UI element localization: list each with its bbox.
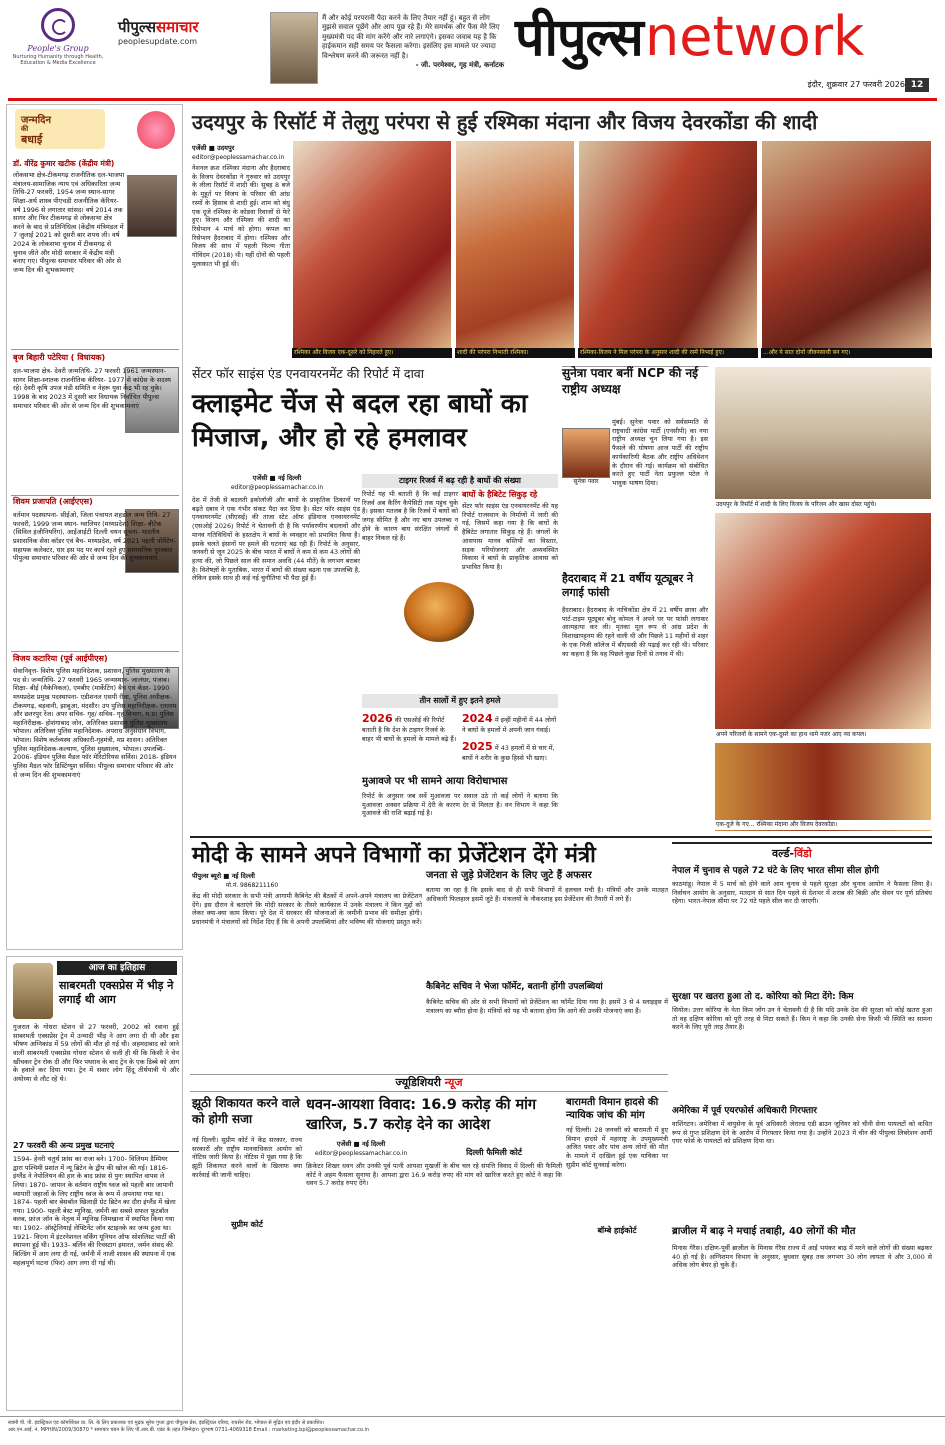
wedding-photo-2 — [455, 140, 575, 358]
compensation-text: रिपोर्ट के अनुसार जब सर्वे मुआवजा पर सवाल उठे तो कई लोगों ने बताया कि मुआवजा अक्सर प्रक्रिया में देरी के कारण देर से मिलता है। वन विभाग ने कहा कि मुआवजे की राशि बढ़ाई गई है। — [362, 792, 558, 818]
modi-sub1-text: बताया जा रहा है कि इसके बाद से ही सभी विभागों में हलचल मची है। मंत्रियों और उनके मातहत अधिकारी फिलहाल इसमें जुटे हैं। मंत्रालयों के नौकरशाह इस प्रेजेंटेशन की तैयारी में लगे हैं। — [426, 886, 668, 903]
imprint-line2: आर.एन.आई. नं. MPHIN/2009/30870 * समाचार चयन के लिए पी.आर.बी. एक्ट के तहत जिम्मेदार। दूरभाष 0731-4069318 Email : marketing.bpl@peoplessamachar.co.in — [8, 1427, 370, 1433]
habitat-text-cont — [476, 582, 558, 638]
judiciary-label — [190, 1074, 668, 1092]
person1-photo — [127, 175, 177, 237]
jud-t1-cont — [192, 1232, 302, 1408]
world-rule — [672, 842, 932, 844]
bday-line2: की — [21, 125, 29, 133]
youtuber-body: हैदराबाद। हैदराबाद के नाचिकोंडा क्षेत्र में 21 वर्षीय छात्रा और पार्ट-टाइम यूट्यूबर बोनु कोमल ने अपने घर पर फांसी लगाकर आत्महत्या कर ली। मृतका मूल रूप से आंध्र प्रदेश के विशाखापट्टनम की रहने वाली थी और पिछले 11 महीनों से शहर के एक निजी कॉलेज में बीएससी की पढ़ाई कर रही थी। परिवार का कहना है कि वह पिछले कुछ दिनों से तनाव में थी। — [562, 606, 708, 658]
person1-name: डॉ. वीरेंद्र कुमार खटीक (केंद्रीय मंत्री) — [13, 159, 115, 168]
climate-body: देश में तेजी से बदलती इकोलॉजी और बाघों के प्राकृतिक ठिकानों पर बढ़ते दबाव ने एक गंभीर संकट पैदा कर दिया है। सेंटर फॉर साइंस एंड एनवायरनमेंट (सीएसई) की ताजा स्टेट ऑफ इंडियाज एनवायरनमेंट (एसओई 2026) रिपोर्ट ने चेतावनी दी है कि पर्यावरणीय बदलावों और मानव गतिविधियों के हस्तक्षेप ने बाघों के व्यवहार को प्रभावित किया है। इसके चलते इंसानों पर हमले की घटनाएं बढ़ रही हैं। रिपोर्ट के अनुसार, जनवरी से जून 2025 के बीच भारत में बाघों ने कम से कम 43 लोगों की हत्या की, जो पिछले साल की समान अवधि (44 मौतें) के लगभग बराबर है। विशेषज्ञों के मुताबिक, भारत में बाघों की संख्या बढ़ना एक उपलब्धि है, लेकिन इसके साथ ही कई नई चुनौतियां भी पैदा हुई हैं। — [192, 496, 360, 583]
jud-h3: बारामती विमान हादसे की न्यायिक जांच की मांग — [566, 1097, 659, 1121]
person1-text: लोकसभा क्षेत्र-टीकमगढ़ राजनीतिक दल-भाजपा मंत्रालय-सामाजिक न्याय एवं अधिकारिता जन्म तिथि-27 फरवरी, 1954 जन्म स्थान-सागर शिक्षा-अर्थ शास्त्र पीएचडी राजनीतिक कॅरियर- वर्ष 1996 से लगातार सांसद। वर्ष 2014 तक सागर और फिर टीकमगढ़ से लोकसभा क्षेत्र करने के बाद से प्रतिनिधित्व (केंद्रीय मंत्रिमंडल में 7 जुलाई 2021 को दूसरी बार शपथ ली। वर्ष 2024 के लोकसभा चुनाव में टीकमगढ़ से चुनाव जीते और मोदी सरकार में केंद्रीय मंत्री बनाए गए। पीपुल्स समाचार परिवार की ओर से जन्म दिन की शुभकामनाएं — [13, 171, 125, 275]
wedding-caption-3: रश्मिका-विजय ने मिल परंपरा के अनुसार शादी की रस्में निभाई हुए। — [578, 348, 758, 358]
attack-2024-year: 2024 — [462, 712, 493, 725]
wedding-photo-1 — [292, 140, 452, 358]
jud-t2: क्रिकेटर शिखर धवन और उनकी पूर्व पत्नी आयशा मुखर्जी के बीच चल रहे संपत्ति विवाद में दिल्ली की फैमिली कोर्ट ने अहम फैसला सुनाया है। आयशा द्वारा 16.9 करोड़ रुपए की मांग को खारिज करते हुए कोर्ट ने कहा कि धवन 5.7 करोड़ रुपए देंगे। — [306, 1162, 562, 1188]
divider — [11, 651, 179, 652]
world-t1: काठमांडू। नेपाल में 5 मार्च को होने वाले आम चुनाव से पहले सुरक्षा और चुनाव आयोग ने फैसला लिया है। निर्वाचन आयोग के अनुसार, मतदान से सात दिन पहले से देशभर में शराब की बिक्री और सेवन पर पूर्ण प्रतिबंध रहेगा। भारत-नेपाल सीमा पर 72 घंटे पहले सील कर दी जाएगी। — [672, 880, 932, 906]
header-rule — [8, 98, 937, 101]
group-name: People's Group — [27, 44, 89, 53]
modi-sub2: कैबिनेट सचिव ने भेजा फॉर्मेट, बतानी होंगी उपलब्धियां — [426, 982, 603, 992]
bday-line1: जन्मदिन — [21, 115, 52, 126]
person4-name: विजय कटारिया (पूर्व आईपीएस) — [13, 654, 108, 663]
world-label-b: विंडो — [794, 847, 812, 860]
brand-hindi: पीपुल्स — [515, 8, 643, 68]
attack-2025-year: 2025 — [462, 740, 493, 753]
jud-t1: नई दिल्ली। सुप्रीम कोर्ट ने केंद्र सरकार, राज्य सरकारों और राष्ट्रीय मानवाधिकार आयोग को नोटिस जारी किया है। नोटिस में पूछा गया है कि झूठी शिकायत करने वालों के खिलाफ क्या कार्रवाई की जानी चाहिए। — [192, 1136, 302, 1179]
quote-author-photo — [270, 12, 318, 84]
attack-2026-text: की एसओई की रिपोर्ट बताती है कि देश के टाइगर रिजर्व के बाहर भी बाघों के हमलों के मामले बढ़े हैं। — [362, 716, 457, 743]
group-logo-icon — [41, 8, 75, 42]
youtuber-headline: हैदराबाद में 21 वर्षीय यूट्यूबर ने लगाई फांसी — [562, 572, 694, 600]
dateline: इंदौर, शुक्रवार 27 फरवरी 2026 — [807, 80, 905, 89]
world-t4: मिनास गेरैस। दक्षिण-पूर्वी ब्राजील के मिनास गेरैस राज्य में आई भयंकर बाढ़ में मरने वाले लोगों की संख्या बढ़कर 40 हो गई है। अग्निशमन विभाग के अनुसार, बुधवार सुबह तक लगभग 30 लोग लापता थे और 3,000 से अधिक लोग बेघर हो चुके हैं। — [672, 1244, 932, 1270]
attack-2024 — [462, 712, 558, 738]
judiciary-label-b: न्यूज — [444, 1076, 463, 1089]
compensation-title: मुआवजे पर भी सामने आया विरोधाभास — [362, 776, 508, 787]
jud-t3-cont — [566, 1238, 668, 1408]
flower-icon — [137, 111, 175, 149]
birthday-heading — [15, 109, 105, 149]
world-t2: सियोल। उत्तर कोरिया के नेता किम जोंग उन ने चेतावनी दी है कि यदि उनके देश की सुरक्षा को कोई खतरा हुआ तो वह दक्षिण कोरिया को पूरी तरह से मिटा सकते हैं। किम ने कहा कि उनकी सेना किसी भी स्थिति का सामना करने के लिए पूरी तरह तैयार है। — [672, 1006, 932, 1032]
jud-byline2: एजेंसी ■ नई दिल्ली — [336, 1140, 386, 1148]
wedding-caption-4: ...और ये सात दोनों जीवनसाथी बन गए। — [761, 348, 932, 358]
tiger-image — [404, 582, 474, 642]
judiciary-label-a: ज्यूडिशियरी — [395, 1076, 445, 1089]
modi-sub1: जनता से जुड़े प्रेजेंटेशन के लिए जुटे हैं अफसर — [426, 870, 592, 881]
birthday-column — [6, 104, 183, 950]
wedding-hands-photo — [714, 742, 932, 832]
world-h4: ब्राजील में बाढ़ ने मचाई तबाही, 40 लोगों की मौत — [672, 1226, 856, 1237]
wedding-email: editor@peoplessamachar.co.in — [192, 154, 285, 161]
habitat-text: सेंटर फॉर साइंस एंड एनवायरनमेंट की यह रिपोर्ट राजस्थान के निर्माणों में जारी की गई, जिसमें कहा गया है कि बाघों के हैबिटेट लगातार सिकुड़ रहे हैं। जंगलों के आसपास मानव बस्तियों का विस्तार, सड़क परियोजनाएं और अव्यवस्थित विकास ने बाघों के प्राकृतिक आवास को प्रभावित किया है। — [462, 502, 558, 571]
quote-text — [322, 14, 504, 71]
history-label: आज का इतिहास — [57, 961, 177, 975]
quote-body: मैं और कोई परपरानी पैदा करने के लिए तैयार नहीं हूं। बहुत से लोग मुझसे सवाल पूछेंगे और आप पूछ रहे हैं। मेरे समर्थक और फैंस मेरे लिए मुख्यमंत्री पद की मांग करेंगे और नारे लगाएंगे। इसका जवाब यह है कि हाईकमान सही समय पर फैसला करेगा। इसलिए इस मामले पर ज्यादा विश्लेषण करने की जरूरत नहीं है। — [322, 14, 500, 60]
paper-url[interactable]: peoplesupdate.com — [118, 36, 198, 46]
modi-body: केंद्र की मोदी सरकार के सभी मंत्री आगामी कैबिनेट की बैठकों में अपने-अपने मंत्रालय का प्रेजेंटेशन देंगे। इस दौरान वे बताएंगे कि मोदी सरकार के तीसरे कार्यकाल में उनके मंत्रालय ने किन मुद्दों को लेकर क्या-क्या काम किया। पूरे देश में सरकार की योजनाओं के जमीनी प्रभाव की समीक्षा होगी। प्रधानमंत्री ने मंत्रालयों को निर्देश दिए हैं कि वे अपनी उपलब्धियां और भविष्य की योजनाएं प्रस्तुत करें। — [192, 892, 422, 927]
world-h1: नेपाल में चुनाव से पहले 72 घंटे के लिए भारत सीमा सील होगी — [672, 866, 879, 876]
wedding-body: नेशनल क्रश रश्मिका मंदाना और हैदराबाद के विजय देवरकोंडा ने गुरुवार को उदयपुर के लीला रिसॉर्ट में शादी की। सुबह 8 बजे के मुहूर्त पर विजय के परिवार की आंध्र रस्मों के हिसाब से शादी हुई। शाम को बंधु एक दूजे रश्मिका के कोडवा रिवाजों से फेरे हुए। विजय और रश्मिका की शादी का रिसेप्शन 4 मार्च को होगा। कपल का रिसेप्शन हैदराबाद में होगा। रश्मिका और विजय की साथ में पहली फिल्म गीता गोविंदम (2018) थी। यहीं दोनों की पहली मुलाकात भी हुई थी। — [192, 164, 290, 268]
person1-text-cont — [13, 243, 179, 353]
world-label-a: वर्ल्ड- — [772, 847, 795, 860]
attack-2025-text: में 43 हमलों में से चार में, बाघों ने शरीर के कुछ हिस्से भी खाए। — [462, 744, 555, 762]
ncp-photo-caption: सुनेत्रा पवार — [573, 478, 599, 485]
modi-sub2-text: कैबिनेट सचिव की ओर से सभी विभागों को प्रेजेंटेशन का फॉर्मेट दिया गया है। इसमें 3 से 4 स्लाइड्स में मंत्रालय का ब्यौरा होना है। मंत्रियों को यह भी बताना होगा कि आगे की उनकी योजनाएं क्या हैं। — [426, 998, 668, 1015]
wedding-family-photo — [714, 512, 932, 730]
imprint-line1: स्वामी पी. पी. इंडस्ट्रियल एंड कॉमर्शियल प्रा. लि. के लिए प्रकाशक एवं मुद्रक सुरेश गुप्ता द्वारा पीपुल्स प्रेस, इंडस्ट्रियल एरिया, रायसेन रोड, भोपाल से मुद्रित एवं इंदौर से प्रकाशित। — [8, 1420, 325, 1426]
attack-2026 — [362, 712, 458, 768]
ncp-headline: सुनेत्रा पवार बनीं NCP की नई राष्ट्रीय अध्यक्ष — [562, 366, 699, 396]
divider — [11, 349, 179, 350]
quote-box — [270, 8, 505, 98]
world-h2: सुरक्षा पर खतरा हुआ तो द. कोरिया को मिटा देंगे: किम — [672, 992, 854, 1002]
modi-headline: मोदी के सामने अपने विभागों का प्रेजेंटेशन देंगे मंत्री — [192, 843, 596, 868]
person4-text: सेवानिवृत्त- विशेष पुलिस महानिदेशक, प्रशासन, पुलिस मुख्यालय के पद से। जन्मतिथि- 27 फरवरी 1965 जन्मस्थान- जालंधर, पंजाब। शिक्षा- बीई (मैकेनिकल), एमबीए (मार्केटिंग) बैच एवं कॅडर- 1990 मध्यप्रदेश प्रमुख पदस्थापना- एडीशनल एसपी रीवा, पुलिस अधीक्षक- टीकमगढ़, बड़वानी, झाबुआ, मंदसौर। उप पुलिस महानिरीक्षक- रतलाम और छतरपुर रेंज। अपर सचिव- गृह/ सचिव- गृह विभाग, म.प्र। पुलिस महानिरीक्षक- होशंगाबाद जोन, अतिरिक्त प्रशासन पुलिस मुख्यालय भोपाल। अतिरिक्त पुलिस महानिदेशक- अपराध अनुसंधान विभाग, भोपाल। विशेष कर्तव्यस्थ अधिकारी-गृहमंत्री, मप्र शासन। अतिरिक्त पुलिस महानिदेशक-कल्याण, पुलिस मुख्यालय, भोपाल। उपलब्धि- 2006- इंडियन पुलिस मैडल फॉर मेरिटोरियस सर्विस। 2018- इंडियन पुलिस मैडल फॉर डिस्टिंग्युश सर्विस। पीपुल्स समाचार परिवार की ओर से जन्म दिन की शुभकामनाएं — [13, 667, 177, 779]
habitat-title: बाघों के हैबिटेट सिकुड़ रहे — [462, 490, 538, 499]
wedding-photo-4 — [761, 140, 932, 358]
jud-h2: धवन-आयशा विवाद: 16.9 करोड़ की मांग खारिज, 5.7 करोड़ देने का आदेश — [306, 1097, 537, 1133]
attack-2025 — [462, 740, 558, 770]
section-rule — [190, 836, 932, 838]
wedding-caption-5: उदयपुर के रिसॉर्ट में शादी के लिए विजय के परिजन और खास दोस्त पहुंचे। — [714, 500, 932, 510]
paper-title-b: समाचार — [156, 18, 199, 36]
climate-email: editor@peoplessamachar.co.in — [230, 484, 324, 491]
brand-en: network — [645, 5, 865, 68]
jud-t3: नई दिल्ली। 28 जनवरी को बारामती में हुए विमान हादसे में महाराष्ट्र के उपमुख्यमंत्री अजित पवार और पांच अन्य लोगों की मौत के मामले में दाखिल हुई एक याचिका पर सुप्रीम कोर्ट सुनवाई करेगा। — [566, 1126, 668, 1169]
brand-title — [515, 5, 935, 76]
divider — [11, 495, 179, 496]
attack-title: तीन सालों में हुए इतने हमले — [362, 694, 558, 708]
climate-byline: एजेंसी ■ नई दिल्ली — [252, 474, 302, 482]
paper-title-a: पीपुल्स — [118, 18, 157, 36]
jud-s1: सुप्रीम कोर्ट — [231, 1220, 263, 1229]
history-body: गुजरात के गोधरा स्टेशन से 27 फरवरी, 2002 को रवाना हुई साबरमती एक्सप्रेस ट्रेन में उन्मादी भीड़ ने आग लगा दी थी और इस भीषण अग्निकांड में 59 लोगों की मौत हो गई थी। अहमदाबाद को जाने वाली साबरमती एक्सप्रेस गोधरा स्टेशन से चली ही थी कि किसी ने चेन खींचकर ट्रेन रोक दी और फिर पथराव के बाद ट्रेन के एक डिब्बे को आग के हवाले कर दिया गया। ट्रेन में सवार लोग हिंदू तीर्थयात्री थे और अयोध्या से लौट रहे थे। — [13, 1023, 179, 1083]
wedding-photo-3 — [578, 140, 758, 358]
group-tagline: Nurturing Humanity through Health, Education & Media Excellence — [12, 54, 104, 66]
hourglass-icon — [13, 963, 53, 1019]
person2-name: बृज बिहारी पटेरिया ( विधायक) — [13, 353, 106, 362]
history-headline: साबरमती एक्सप्रेस में भीड़ ने लगाई थी आग — [59, 979, 174, 1006]
wedding-caption-6: अपने परिजनों के सामने एक-दूसरे का हाथ थामे नजर आए नव कपल। — [714, 730, 932, 740]
wedding-caption-1: रश्मिका और विजय एक-दूसरे को निहारते हुए। — [292, 348, 452, 358]
attack-2024-text: में इन्हीं महीनों में 44 लोगों ने बाघों के हमलों में अपनी जान गंवाई। — [462, 716, 557, 734]
bday-line3: बधाई — [21, 132, 43, 146]
jud-s3: बॉम्बे हाईकोर्ट — [597, 1226, 637, 1235]
world-h3: अमेरिका में पूर्व एयरफोर्स अधिकारी गिरफ्तार — [672, 1106, 817, 1116]
person2-text: दल-भाजपा क्षेत्र- देवरी जन्मतिथि- 27 फरवरी 1961 जन्मस्थान- सागर शिक्षा-स्नातक राजनीतिक कॅरियर- 1977 से कांग्रेस के सदस्य रहे। देवरी कृषि उपज मंडी समिति व नेहरू युवा केंद्र भी रह चुके। 1998 के बाद 2023 में दूसरी बार विधायक निर्वाचित पीपुल्स समाचार परिवार की ओर से जन्म दिन की शुभकामनाएं — [13, 367, 171, 410]
wedding-group-photo — [714, 366, 932, 500]
tiger-box-title: टाइगर रिजर्व में बढ़ रही है बाघों की संख्या — [362, 474, 558, 488]
history-box — [6, 956, 183, 1411]
climate-kicker: सेंटर फॉर साइंस एंड एनवायरनमेंट की रिपोर्ट में दावा — [192, 366, 424, 381]
wedding-headline: उदयपुर के रिसॉर्ट में तेलुगु परंपरा से हुई रश्मिका मंदाना और विजय देवरकोंडा की शादी — [192, 110, 818, 134]
attack-2026-year: 2026 — [362, 712, 393, 725]
quote-author: - जी. परमेश्वर, गृह मंत्री, कर्नाटक — [415, 61, 504, 70]
paper-logo — [118, 18, 268, 47]
world-window-label — [772, 847, 882, 863]
climate-headline: क्लाइमेट चेंज से बदल रहा बाघों का मिजाज, और हो रहे हमलावर — [192, 389, 528, 453]
world-t3: वाशिंगटन। अमेरिका में वायुसेना के पूर्व अधिकारी जेराल्ड एडी ब्राउन जूनियर को चीनी सेना पायलटों को कथित रूप से गुप्त प्रशिक्षण देने के आरोप में गिरफ्तार किया गया है। उन्होंने 2023 में चीन की पीपुल्स लिबरेशन आर्मी एयर फोर्स के पायलटों को प्रशिक्षण दिया था। — [672, 1120, 932, 1146]
wedding-caption-2: शादी की परंपरा निभाती रश्मिका। — [455, 348, 575, 358]
peoples-group-logo — [8, 8, 108, 98]
tiger-box-text: रिपोर्ट यह भी बताती है कि कई टाइगर रिजर्व अब कैरिंग कैपेसिटी तक पहुंच चुके हैं। इसका मतलब है कि रिजर्व में बाघों को जगह सीमित है और नए बाघ उपलब्ध न होने के कारण बाघ संरक्षित जंगलों से बाहर निकल रहे हैं। — [362, 490, 458, 542]
imprint-footer — [0, 1416, 945, 1445]
modi-byline: पीपुल्स ब्यूरो ■ नई दिल्ली — [192, 872, 255, 880]
page-number: 12 — [905, 78, 929, 92]
history-list: 1594- हेनरी चतुर्थ फ्रांस का राजा बने। 1700- विलियम डैम्पियर द्वारा पश्चिमी प्रशांत में न्यू ब्रिटेन के द्वीप की खोज की गई। 1816- इंग्लैंड ने नेपोलियन की हार के बाद फ्रांस से पुनः स्थापित वापस ले लिया। 1870- जापान के वर्तमान राष्ट्रीय ध्वज को पहली बार जापानी व्यापारी जहाजों के लिए राष्ट्रीय ध्वज के रूप में अपनाया गया था। 1874- पहली बार बेसबॉल खिलाड़ी ग्रेट ब्रिटेन का दौरा इंग्लैंड में खेला गया। 1900- पहली बेस्ट म्यूनिख, जर्मनी का सबसे सफल फुटबॉल क्लब, फ्रांज जॉन के नेतृत्व में म्यूनिख जिमखाना में स्थापित किया गया था। 1902- ऑस्ट्रेलियाई लेफ्टिनेंट जॉन स्टाइनके का जन्म हुआ था। 1921- विएना में इंटरनेशनल वर्किंग यूनियन ऑफ सोशलिस्ट पार्टी की स्थापना हुई थी। 1933- बर्लिन की रिचस्टाग इमारत, जर्मन संसद की बिल्डिंग में आग लगा दी गई, जर्मनी में नाजी शासन की स्थापना में एक महत्वपूर्ण घटना (फिर) आग लगा दी गई थी। — [13, 1155, 176, 1267]
wedding-caption-7: एक-दूजे के गए... रश्मिका मंदाना और विजय देवरकोंडा। — [714, 820, 932, 830]
jud-h1: झूठी शिकायत करने वाले को होगी सजा — [192, 1096, 300, 1126]
jud-s2: दिल्ली फैमिली कोर्ट — [466, 1148, 522, 1157]
person3-text: वर्तमान पदस्थापना- सीईओ, जिला पंचायत शहडोल जन्म तिथि- 27 फरवरी, 1999 जन्म स्थान- ग्वालियर (मध्यप्रदेश) शिक्षा- बीटेक (सिविल इंजीनियरिंग), आईआईटी दिल्ली चयन सूचना- भारतीय प्रशासनिक सेवा कॉडर एवं बैच- मध्यप्रदेश, वर्ष 2021 पहली पोस्टिंग- सहायक कलेक्टर, धार इस पद पर कार्य रहते हुए प्रशासनिक पुरस्कार पीपुल्स समाचार परिवार की ओर से जन्म दिन की शुभकामनाएं — [13, 511, 176, 563]
person3-name: शिवम प्रजापति (आईएएस) — [13, 497, 93, 506]
wedding-byline: एजेंसी ■ उदयपुर — [192, 144, 235, 152]
jud-email2: editor@peoplessamachar.co.in — [314, 1150, 408, 1157]
modi-mobile: मो.नं. 9868211160 — [225, 882, 279, 889]
ncp-body: मुंबई। सुनेत्रा पवार को सर्वसम्मति से राष्ट्रवादी कांग्रेस पार्टी (एनसीपी) का नया राष्ट्रीय अध्यक्ष चुन लिया गया है। इस फैसले की घोषणा आज पार्टी की राष्ट्रीय कार्यकारिणी बैठक और राष्ट्रीय अधिवेशन के दौरान की गई। कार्यक्रम को संबोधित करते हुए पार्टी नेता प्रफुल्ल पटेल ने भावुक भाषण दिया। — [612, 418, 708, 487]
history-list-title: 27 फरवरी की अन्य प्रमुख घटनाएं — [13, 1141, 179, 1152]
